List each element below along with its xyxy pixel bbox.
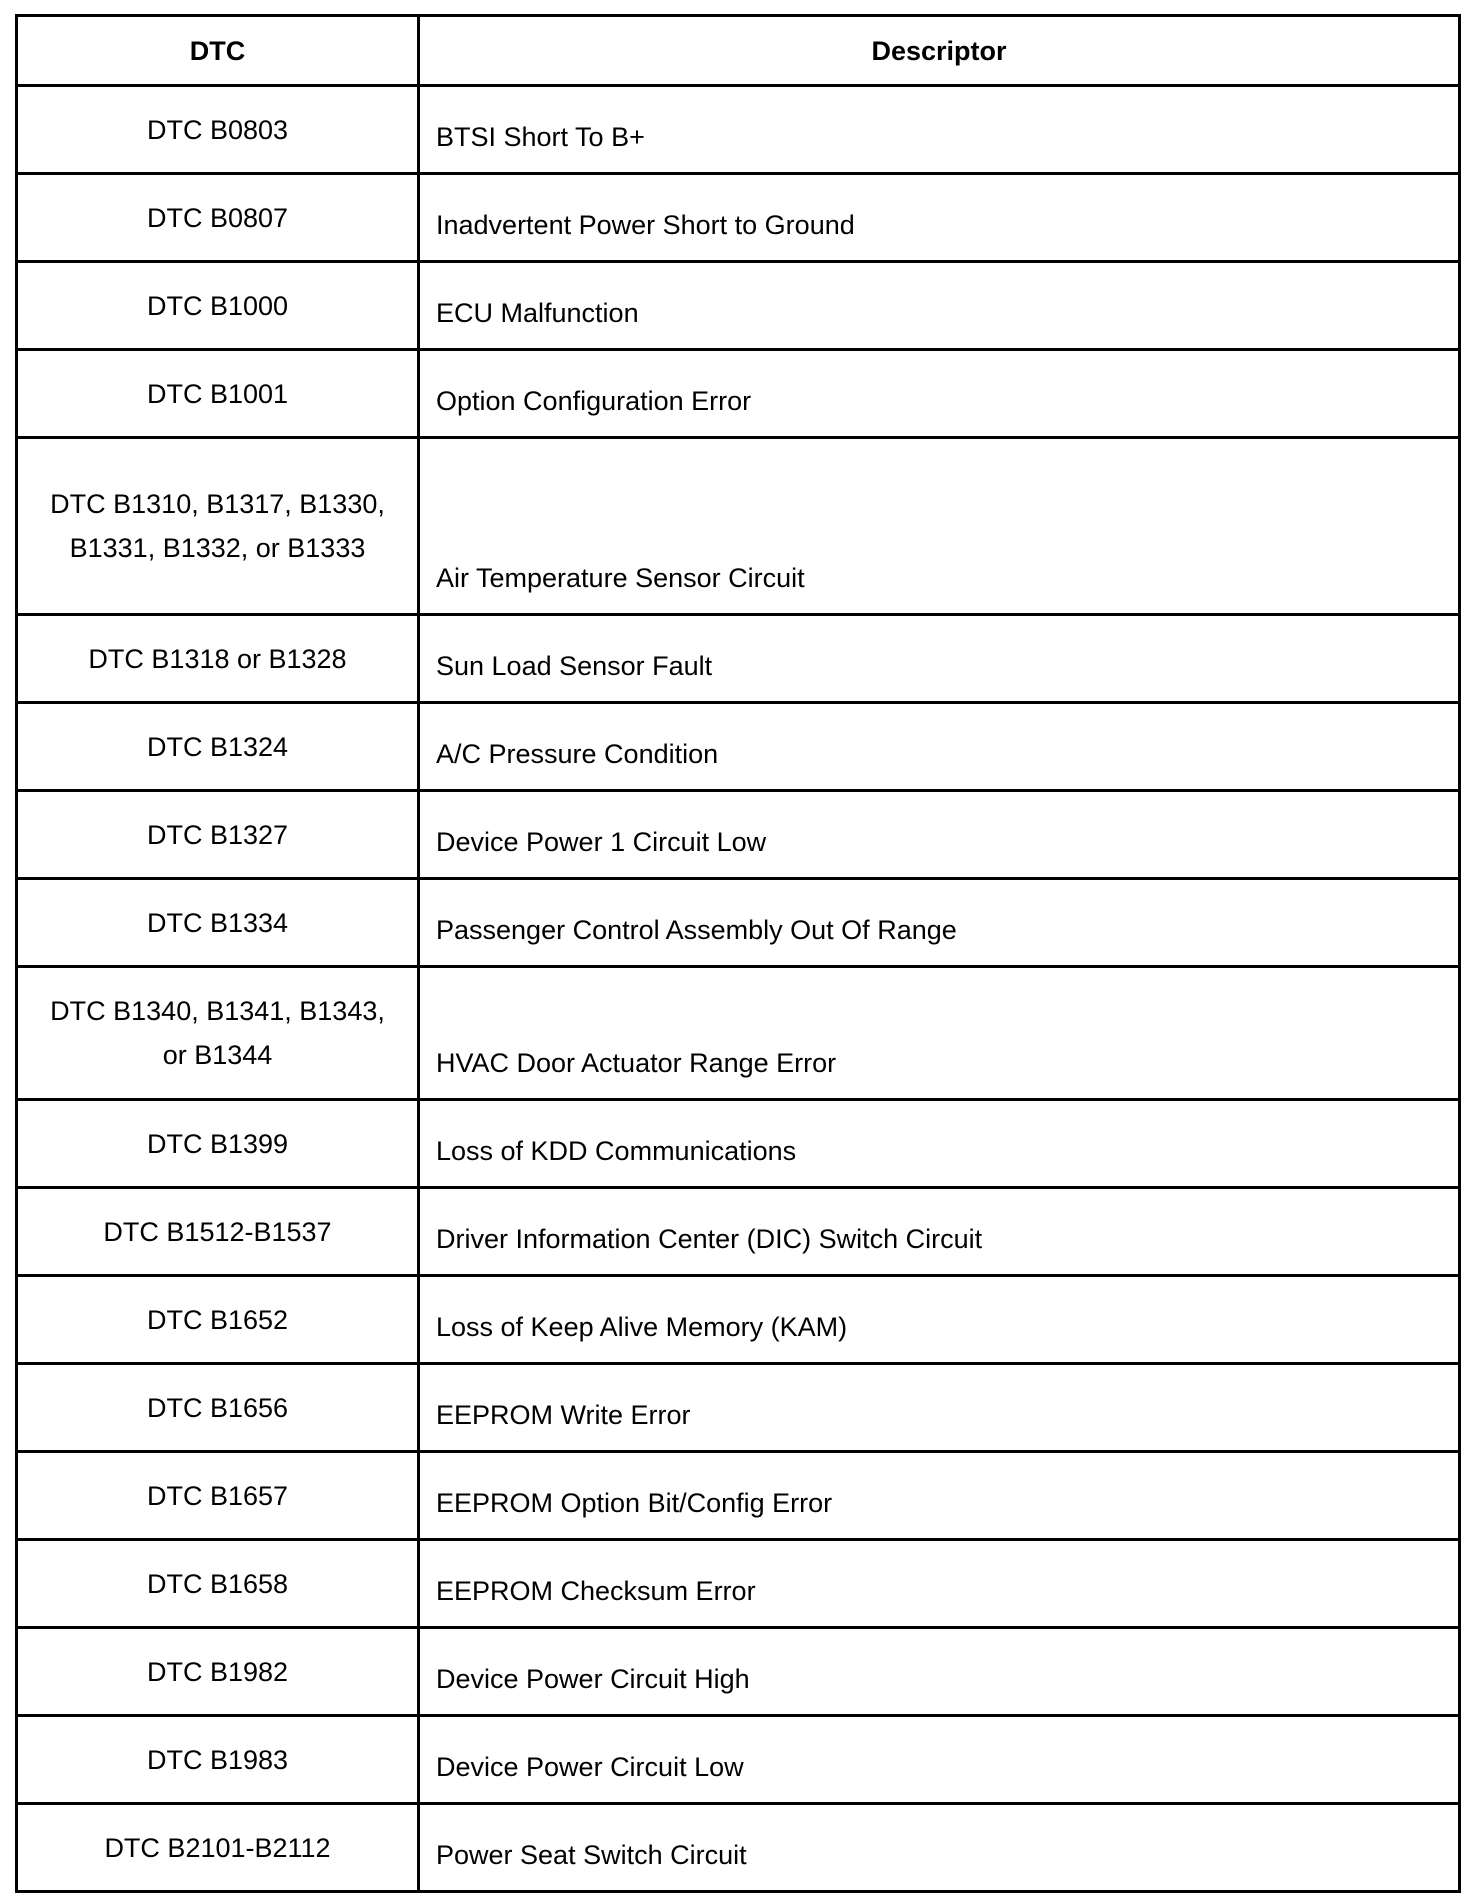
dtc-code-cell: DTC B1982 [17,1628,419,1716]
table-row [17,1364,1460,1452]
dtc-code-cell: DTC B1318 or B1328 [17,615,419,703]
dtc-code-cell: DTC B1658 [17,1540,419,1628]
table-row [17,350,1460,438]
descriptor-cell: Device Power Circuit High [419,1628,1460,1716]
table-row [17,1628,1460,1716]
dtc-code-cell: DTC B1652 [17,1276,419,1364]
descriptor-cell: ECU Malfunction [419,262,1460,350]
descriptor-cell: Sun Load Sensor Fault [419,615,1460,703]
table-row [17,879,1460,967]
header-descriptor: Descriptor [419,16,1460,86]
dtc-code-cell: DTC B0803 [17,86,419,174]
descriptor-cell: Loss of Keep Alive Memory (KAM) [419,1276,1460,1364]
table-row [17,1276,1460,1364]
dtc-code-cell: DTC B1340, B1341, B1343, or B1344 [17,967,419,1100]
dtc-table [15,14,1461,1893]
header-dtc: DTC [17,16,419,86]
dtc-code-cell: DTC B1983 [17,1716,419,1804]
descriptor-cell: Loss of KDD Communications [419,1100,1460,1188]
table-row [17,703,1460,791]
dtc-code-cell: DTC B1000 [17,262,419,350]
descriptor-cell: HVAC Door Actuator Range Error [419,967,1460,1100]
dtc-code-cell: DTC B1657 [17,1452,419,1540]
dtc-code-cell: DTC B1656 [17,1364,419,1452]
table-row [17,1188,1460,1276]
table-row [17,174,1460,262]
descriptor-cell: Air Temperature Sensor Circuit [419,438,1460,615]
descriptor-cell: Option Configuration Error [419,350,1460,438]
table-row [17,1100,1460,1188]
table-header-row [17,16,1460,86]
table-row [17,1540,1460,1628]
table-row [17,1452,1460,1540]
dtc-code-cell: DTC B1512-B1537 [17,1188,419,1276]
descriptor-cell: A/C Pressure Condition [419,703,1460,791]
dtc-code-cell: DTC B1001 [17,350,419,438]
dtc-code-cell: DTC B1327 [17,791,419,879]
descriptor-cell: EEPROM Write Error [419,1364,1460,1452]
descriptor-cell: BTSI Short To B+ [419,86,1460,174]
table-row [17,262,1460,350]
dtc-code-cell: DTC B2101-B2112 [17,1804,419,1892]
descriptor-cell: EEPROM Option Bit/Config Error [419,1452,1460,1540]
dtc-code-cell: DTC B1334 [17,879,419,967]
table-row [17,967,1460,1100]
dtc-code-cell: DTC B1399 [17,1100,419,1188]
descriptor-cell: EEPROM Checksum Error [419,1540,1460,1628]
table-row [17,1716,1460,1804]
table-row [17,86,1460,174]
descriptor-cell: Device Power 1 Circuit Low [419,791,1460,879]
dtc-code-cell: DTC B1324 [17,703,419,791]
table-row [17,615,1460,703]
descriptor-cell: Driver Information Center (DIC) Switch Circuit [419,1188,1460,1276]
descriptor-cell: Passenger Control Assembly Out Of Range [419,879,1460,967]
descriptor-cell: Device Power Circuit Low [419,1716,1460,1804]
table-row [17,1804,1460,1892]
descriptor-cell: Power Seat Switch Circuit [419,1804,1460,1892]
dtc-code-cell: DTC B0807 [17,174,419,262]
descriptor-cell: Inadvertent Power Short to Ground [419,174,1460,262]
table-row [17,438,1460,615]
table-row [17,791,1460,879]
dtc-code-cell: DTC B1310, B1317, B1330, B1331, B1332, or B1333 [17,438,419,615]
